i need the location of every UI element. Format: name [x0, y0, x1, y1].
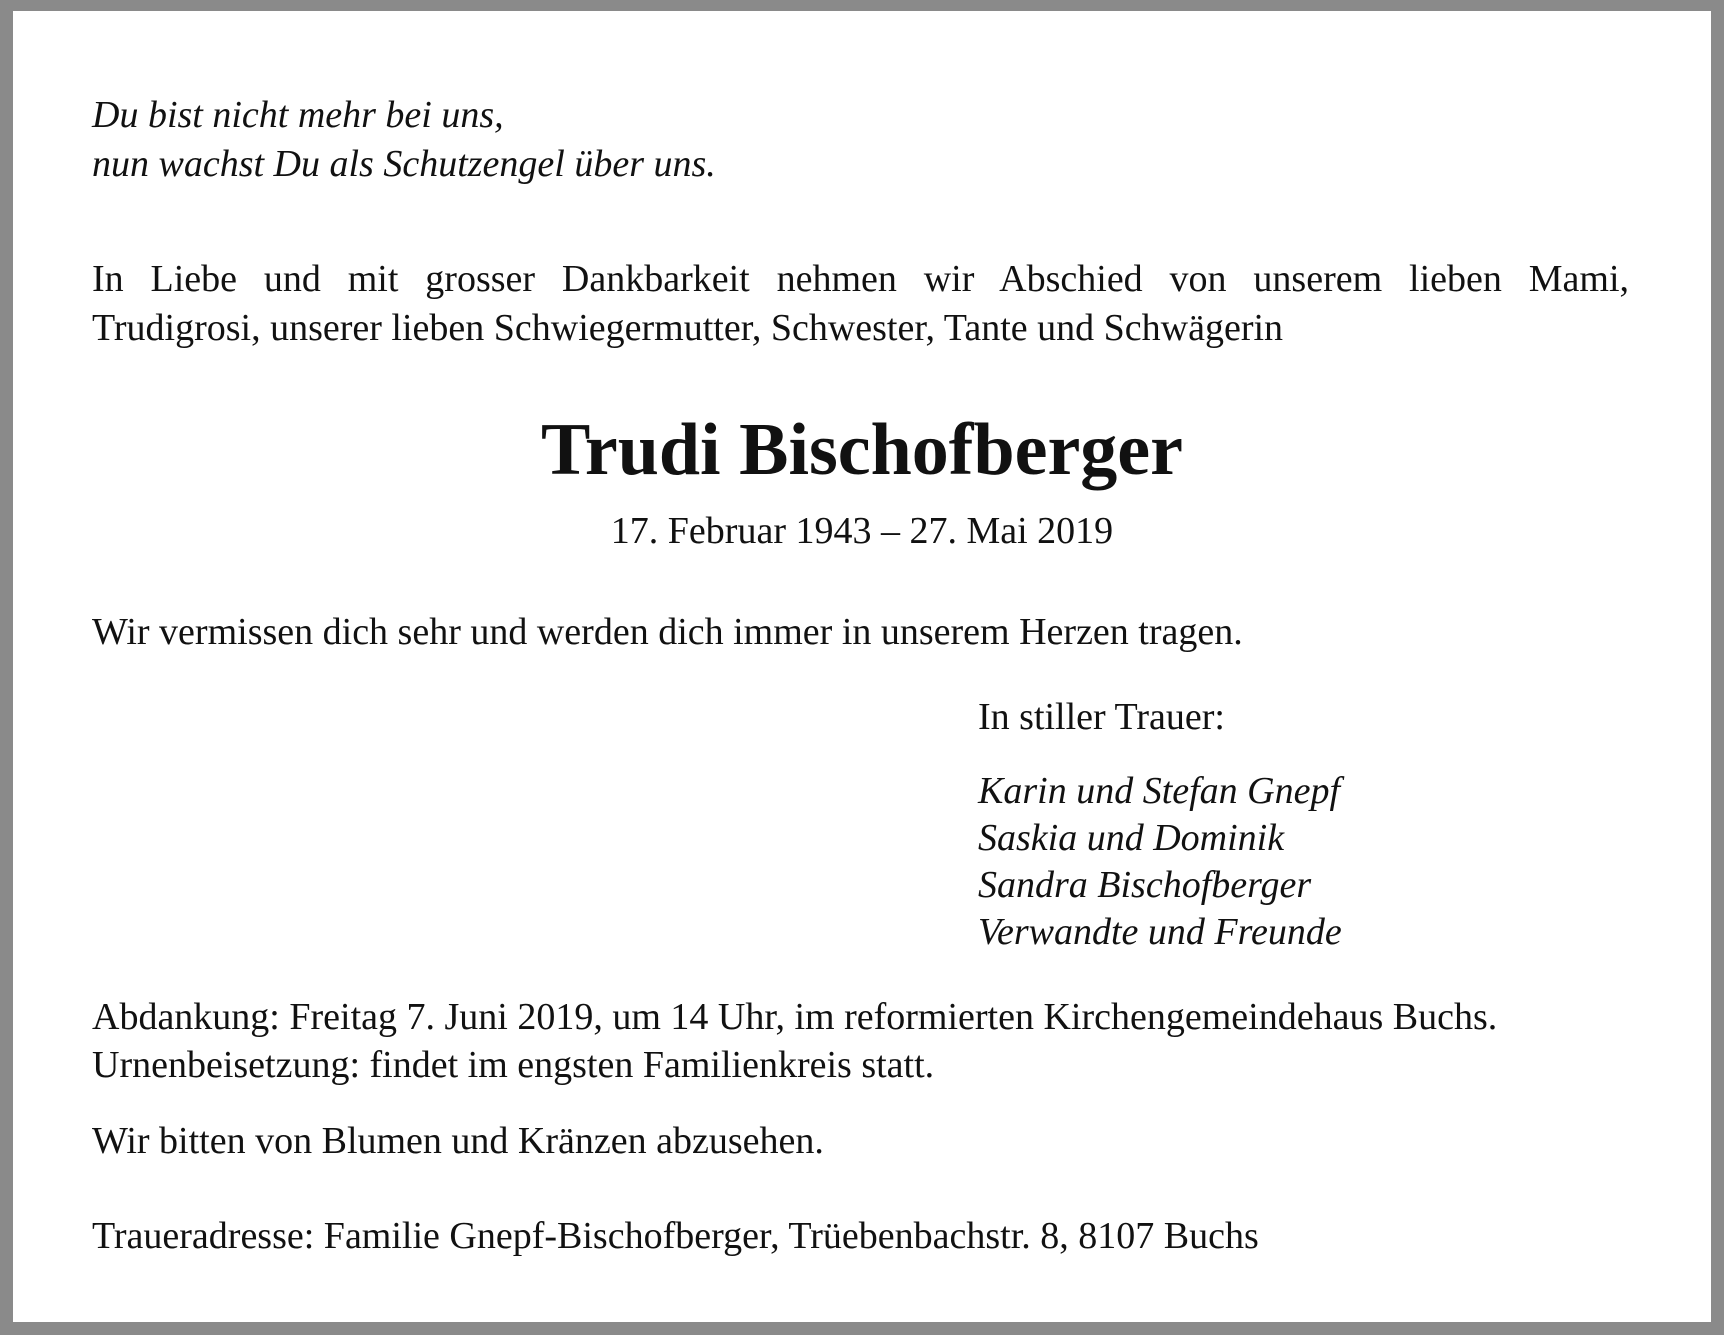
intro-line-2: Trudigrosi, unserer lieben Schwiegermutter, Schwester, Tante und Schwägerin: [92, 307, 1284, 349]
deceased-name: Trudi Bischofberger: [541, 409, 1183, 491]
verse-line-2: nun wachst Du als Schutzengel über uns.: [92, 143, 716, 185]
ceremony-line-2: Urnenbeisetzung: findet im engsten Familienkreis statt.: [92, 1044, 935, 1086]
intro-line-1: In Liebe und mit grosser Dankbarkeit nehmen wir Abschied von unserem lieben Mami,: [92, 258, 1629, 300]
ceremony-line-1: Abdankung: Freitag 7. Juni 2019, um 14 Uhr, im reformierten Kirchengemeindehaus Buchs.: [92, 996, 1498, 1038]
mourner-name: Verwandte und Freunde: [978, 911, 1342, 953]
mourners-heading: In stiller Trauer:: [978, 696, 1225, 738]
mourner-name: Saskia und Dominik: [978, 817, 1285, 859]
obituary-notice: [13, 11, 1711, 1322]
life-dates: 17. Februar 1943 – 27. Mai 2019: [610, 510, 1114, 552]
mourner-name: Sandra Bischofberger: [978, 864, 1312, 906]
verse-line-1: Du bist nicht mehr bei uns,: [92, 94, 504, 136]
mourner-name: Karin und Stefan Gnepf: [978, 770, 1341, 812]
mourning-address: Traueradresse: Familie Gnepf-Bischofberger, Trüebenbachstr. 8, 8107 Buchs: [92, 1215, 1259, 1257]
flowers-note: Wir bitten von Blumen und Kränzen abzusehen.: [92, 1120, 824, 1162]
remembrance-message: Wir vermissen dich sehr und werden dich immer in unserem Herzen tragen.: [92, 611, 1243, 653]
